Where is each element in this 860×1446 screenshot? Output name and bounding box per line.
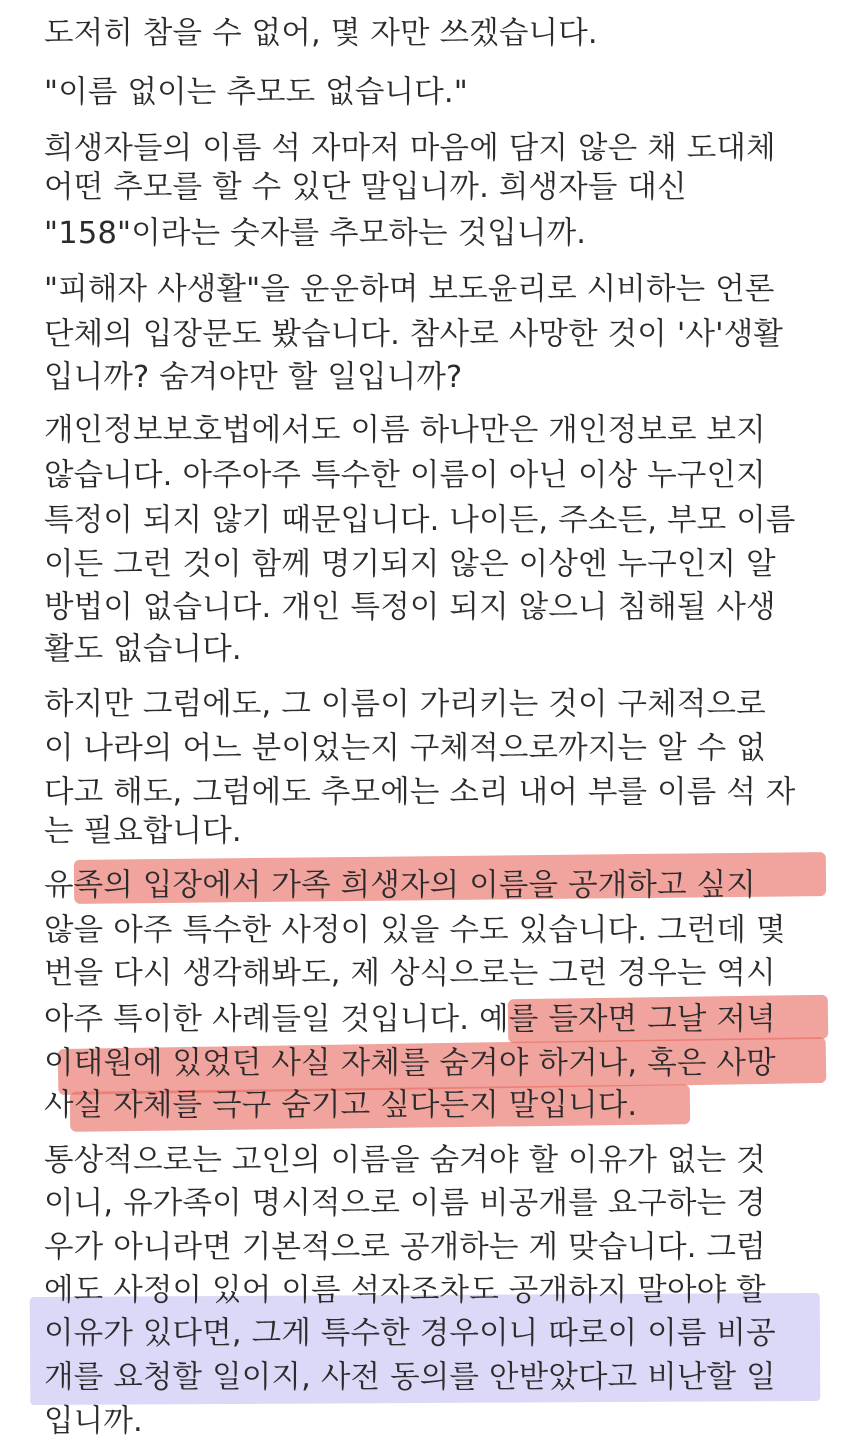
text-line: 단체의 입장문도 봤습니다. 참사로 사망한 것이 '사'생활: [44, 317, 784, 352]
text-line: 도저히 참을 수 없어, 몇 자만 쓰겠습니다.: [44, 16, 598, 51]
text-line: 방법이 없습니다. 개인 특정이 되지 않으니 침해될 사생: [44, 590, 776, 625]
text-line: 어떤 추모를 할 수 있단 말입니까. 희생자들 대신: [44, 170, 687, 205]
text-line: "피해자 사생활"을 운운하며 보도윤리로 시비하는 언론: [44, 272, 775, 307]
text-line: 이니, 유가족이 명시적으로 이름 비공개를 요구하는 경: [44, 1186, 766, 1221]
text-line: 희생자들의 이름 석 자마저 마음에 담지 않은 채 도대체: [44, 131, 776, 166]
text-line: 입니까.: [44, 1404, 143, 1439]
text-line: 개인정보보호법에서도 이름 하나만은 개인정보로 보지: [44, 413, 766, 448]
text-line: 아주 특이한 사례들일 것입니다. 예를 들자면 그날 저녁: [44, 1002, 776, 1037]
text-line: 에도 사정이 있어 이름 석자조차도 공개하지 말아야 할: [44, 1273, 766, 1308]
text-line: 이든 그런 것이 함께 명기되지 않은 이상엔 누구인지 알: [44, 547, 776, 582]
text-line: 이유가 있다면, 그게 특수한 경우이니 따로이 이름 비공: [44, 1316, 776, 1351]
text-line: 않습니다. 아주아주 특수한 이름이 아닌 이상 누구인지: [44, 458, 766, 493]
text-line: 우가 아니라면 기본적으로 공개하는 게 맞습니다. 그럼: [44, 1230, 766, 1265]
text-line: 는 필요합니다.: [44, 814, 242, 849]
text-line: 유족의 입장에서 가족 희생자의 이름을 공개하고 싶지: [44, 868, 756, 903]
text-line: 사실 자체를 극구 숨기고 싶다든지 말입니다.: [44, 1088, 638, 1123]
text-line: 이태원에 있었던 사실 자체를 숨겨야 하거나, 혹은 사망: [44, 1046, 776, 1081]
text-line: 번을 다시 생각해봐도, 제 상식으로는 그런 경우는 역시: [44, 956, 776, 991]
text-line: 통상적으로는 고인의 이름을 숨겨야 할 이유가 없는 것: [44, 1143, 766, 1178]
text-line: "158"이라는 숫자를 추모하는 것입니까.: [44, 216, 587, 251]
text-line: 이 나라의 어느 분이었는지 구체적으로까지는 알 수 없: [44, 731, 766, 766]
text-line: 다고 해도, 그럼에도 추모에는 소리 내어 부를 이름 석 자: [44, 775, 796, 810]
text-line: 하지만 그럼에도, 그 이름이 가리키는 것이 구체적으로: [44, 687, 766, 722]
text-line: 개를 요청할 일이지, 사전 동의를 안받았다고 비난할 일: [44, 1360, 776, 1395]
text-line: 특정이 되지 않기 때문입니다. 나이든, 주소든, 부모 이름: [44, 503, 796, 538]
text-line: 활도 없습니다.: [44, 632, 242, 667]
text-line: 않을 아주 특수한 사정이 있을 수도 있습니다. 그런데 몇: [44, 913, 786, 948]
text-line: "이름 없이는 추모도 없습니다.": [44, 75, 468, 110]
text-line: 입니까? 숨겨야만 할 일입니까?: [44, 360, 463, 395]
